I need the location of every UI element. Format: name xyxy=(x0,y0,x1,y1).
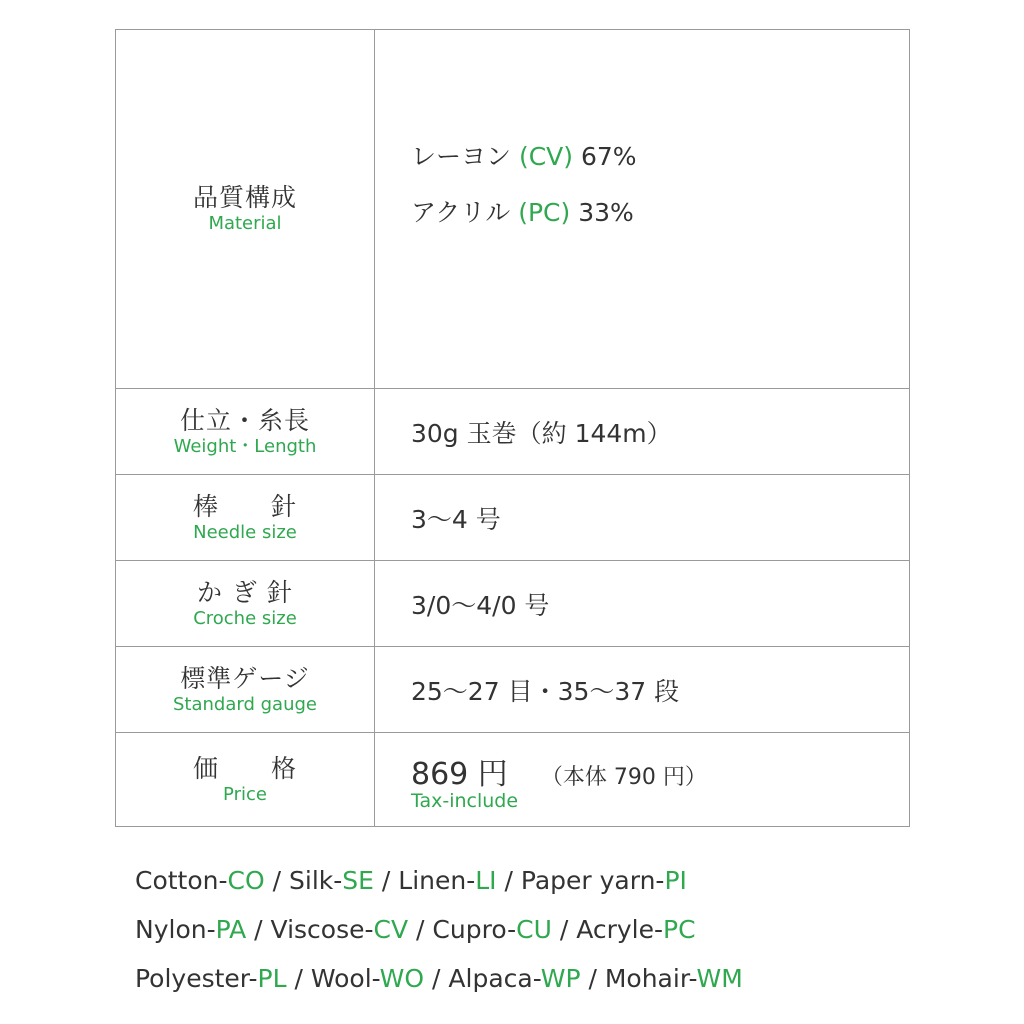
legend-fiber-code: SE xyxy=(342,866,374,895)
material-code: (PC) xyxy=(518,198,571,227)
legend-fiber-code: LI xyxy=(475,866,497,895)
needle-en-label: Needle size xyxy=(193,521,297,543)
legend-fiber-code: WO xyxy=(379,964,425,993)
legend-fiber-code: PC xyxy=(663,915,696,944)
croche-value-cell xyxy=(375,561,910,647)
material-label-cell xyxy=(116,30,375,389)
row-gauge xyxy=(116,647,910,733)
tax-include-label: Tax-include xyxy=(411,789,519,812)
spec-table xyxy=(115,29,910,827)
price-sub-value: （本体 790 円） xyxy=(540,764,707,790)
needle-label-cell xyxy=(116,475,375,561)
croche-jp-label: か ぎ 針 xyxy=(197,577,293,607)
legend-fiber-code: WM xyxy=(696,964,743,993)
legend-fiber-code: CO xyxy=(227,866,265,895)
row-weight xyxy=(116,389,910,475)
legend-fiber-name: Silk- xyxy=(289,866,343,895)
croche-en-label: Croche size xyxy=(193,607,297,629)
croche-value: 3/0〜4/0 号 xyxy=(411,590,550,620)
material-line xyxy=(411,185,909,241)
price-label-cell xyxy=(116,733,375,827)
legend-fiber-name: Polyester- xyxy=(135,964,258,993)
row-price xyxy=(116,733,910,827)
needle-value: 3〜4 号 xyxy=(411,504,501,534)
material-name: アクリル xyxy=(411,198,511,227)
legend-fiber-name: Linen- xyxy=(398,866,476,895)
legend-line: Cotton-CO / Silk-SE / Linen-LI / Paper yarn-PI xyxy=(135,866,687,895)
row-needle xyxy=(116,475,910,561)
legend-fiber-name: Mohair- xyxy=(604,964,697,993)
material-pct: 33% xyxy=(578,198,634,227)
weight-label-cell xyxy=(116,389,375,475)
weight-value-cell xyxy=(375,389,910,475)
legend-fiber-name: Cotton- xyxy=(135,866,228,895)
legend-fiber-name: Paper yarn- xyxy=(520,866,665,895)
material-pct: 67% xyxy=(581,142,637,171)
croche-label-cell xyxy=(116,561,375,647)
row-material xyxy=(116,30,910,389)
price-jp-label: 価 格 xyxy=(192,753,297,783)
legend-line: Polyester-PL / Wool-WO / Alpaca-WP / Mohair-WM xyxy=(135,964,743,993)
legend-fiber-name: Cupro- xyxy=(432,915,517,944)
weight-jp-label: 仕立・糸長 xyxy=(179,405,310,435)
price-value-cell xyxy=(375,733,910,827)
price-en-label: Price xyxy=(223,783,267,805)
material-line xyxy=(411,129,909,185)
gauge-value: 25〜27 目・35〜37 段 xyxy=(411,676,680,706)
row-croche xyxy=(116,561,910,647)
legend-fiber-code: CU xyxy=(516,915,552,944)
gauge-value-cell xyxy=(375,647,910,733)
needle-value-cell xyxy=(375,475,910,561)
gauge-jp-label: 標準ゲージ xyxy=(180,663,310,693)
price-value: 869 円 xyxy=(411,756,508,792)
legend-fiber-name: Alpaca- xyxy=(448,964,541,993)
legend-fiber-code: WP xyxy=(540,964,581,993)
legend-fiber-code: CV xyxy=(373,915,409,944)
material-code: (CV) xyxy=(518,142,574,171)
legend-line: Nylon-PA / Viscose-CV / Cupro-CU / Acryle-PC xyxy=(135,915,696,944)
fiber-code-legend xyxy=(135,856,743,1003)
needle-jp-label: 棒 針 xyxy=(192,491,297,521)
legend-fiber-code: PI xyxy=(664,866,687,895)
legend-fiber-name: Wool- xyxy=(310,964,380,993)
material-value-cell xyxy=(375,30,910,389)
material-en-label: Material xyxy=(208,213,282,234)
legend-fiber-name: Viscose- xyxy=(270,915,374,944)
material-name: レーヨン xyxy=(411,142,512,171)
legend-fiber-code: PL xyxy=(257,964,287,993)
gauge-label-cell xyxy=(116,647,375,733)
weight-value: 30g 玉巻（約 144m） xyxy=(411,418,672,448)
weight-en-label: Weight・Length xyxy=(173,435,317,457)
material-jp-label: 品質構成 xyxy=(192,183,297,212)
legend-fiber-code: PA xyxy=(215,915,247,944)
legend-fiber-name: Acryle- xyxy=(576,915,664,944)
gauge-en-label: Standard gauge xyxy=(173,693,317,715)
legend-fiber-name: Nylon- xyxy=(135,915,216,944)
